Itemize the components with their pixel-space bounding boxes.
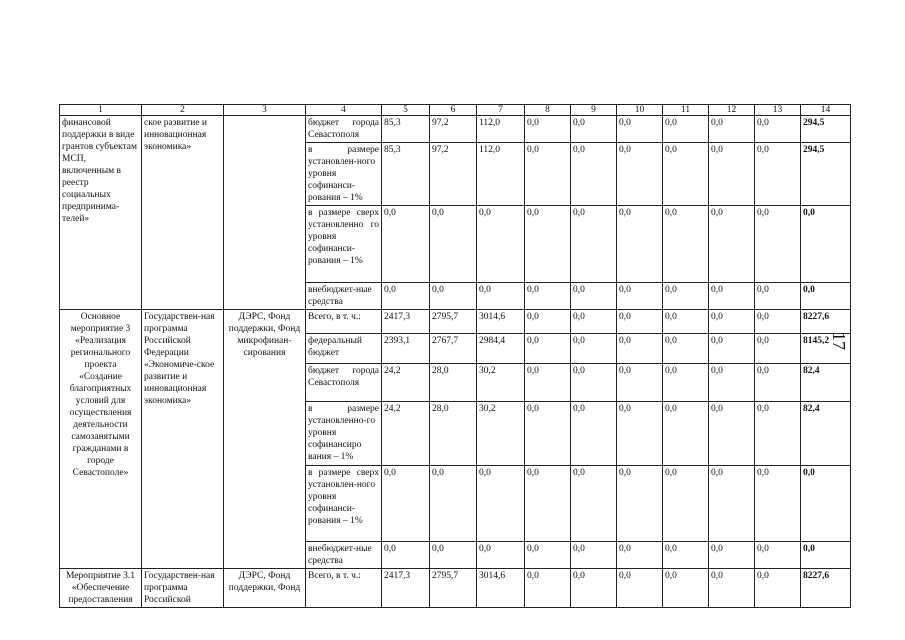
total-cell: 8227,6 [801, 569, 851, 608]
executor-cell: ДЭРС, Фонд поддержки, Фонд [224, 569, 306, 608]
value-cell: 0,0 [617, 542, 663, 569]
value-cell: 2795,7 [430, 310, 477, 334]
program-cell: Государствен-ная программа Российской Федерации «Экономиче-ское развитие и инновационная экономика» [142, 310, 224, 569]
value-cell: 28,0 [430, 402, 477, 466]
value-cell: 0,0 [755, 143, 801, 206]
value-cell: 0,0 [663, 116, 709, 143]
value-cell: 0,0 [382, 542, 430, 569]
source-label-cell: Всего, в т. ч.: [306, 569, 382, 608]
value-cell: 85,3 [382, 116, 430, 143]
source-label-cell: Всего, в т. ч.: [306, 310, 382, 334]
value-cell: 112,0 [477, 143, 525, 206]
source-label-cell: бюджет города Севастополя [306, 364, 382, 402]
value-cell: 0,0 [525, 143, 571, 206]
value-cell: 0,0 [525, 466, 571, 542]
value-cell: 0,0 [663, 402, 709, 466]
total-cell: 0,0 [801, 466, 851, 542]
value-cell: 0,0 [525, 206, 571, 283]
value-cell: 0,0 [525, 116, 571, 143]
value-cell: 0,0 [663, 283, 709, 310]
value-cell: 0,0 [709, 283, 755, 310]
value-cell: 0,0 [709, 542, 755, 569]
value-cell: 30,2 [477, 402, 525, 466]
total-cell: 8145,2 [801, 334, 851, 364]
value-cell: 0,0 [755, 402, 801, 466]
value-cell: 0,0 [709, 310, 755, 334]
value-cell: 0,0 [382, 206, 430, 283]
value-cell: 0,0 [571, 334, 617, 364]
value-cell: 0,0 [709, 402, 755, 466]
value-cell: 0,0 [617, 334, 663, 364]
value-cell: 30,2 [477, 364, 525, 402]
value-cell: 0,0 [571, 116, 617, 143]
value-cell: 0,0 [525, 334, 571, 364]
value-cell: 0,0 [755, 569, 801, 608]
value-cell: 0,0 [617, 143, 663, 206]
value-cell: 0,0 [755, 334, 801, 364]
table-row [60, 310, 851, 334]
value-cell: 0,0 [525, 542, 571, 569]
value-cell: 2417,3 [382, 569, 430, 608]
value-cell: 0,0 [755, 283, 801, 310]
value-cell: 0,0 [617, 283, 663, 310]
value-cell: 0,0 [617, 364, 663, 402]
page-number: 17 [829, 332, 849, 350]
total-cell: 8227,6 [801, 310, 851, 334]
value-cell: 0,0 [382, 283, 430, 310]
program-cell: Государствен-ная программа Российской [142, 569, 224, 608]
header-cell: 7 [477, 105, 525, 116]
value-cell: 0,0 [755, 310, 801, 334]
total-cell: 294,5 [801, 143, 851, 206]
value-cell: 0,0 [755, 116, 801, 143]
value-cell: 0,0 [382, 466, 430, 542]
total-cell: 0,0 [801, 542, 851, 569]
value-cell: 97,2 [430, 116, 477, 143]
header-cell: 9 [571, 105, 617, 116]
value-cell: 0,0 [709, 143, 755, 206]
value-cell: 85,3 [382, 143, 430, 206]
header-cell: 14 [801, 105, 851, 116]
source-label-cell: бюджет города Севастополя [306, 116, 382, 143]
value-cell: 0,0 [477, 283, 525, 310]
value-cell: 0,0 [571, 143, 617, 206]
event-name-cell: Мероприятие 3.1 «Обеспечение предоставления [60, 569, 142, 608]
value-cell: 0,0 [571, 466, 617, 542]
total-cell: 294,5 [801, 116, 851, 143]
value-cell: 2417,3 [382, 310, 430, 334]
value-cell: 0,0 [571, 206, 617, 283]
value-cell: 0,0 [663, 466, 709, 542]
value-cell: 0,0 [709, 206, 755, 283]
value-cell: 0,0 [755, 466, 801, 542]
value-cell: 2795,7 [430, 569, 477, 608]
source-label-cell: в размере сверх установлен-ного уровня софинанси-рования – 1% [306, 466, 382, 542]
header-cell: 2 [142, 105, 224, 116]
header-cell: 6 [430, 105, 477, 116]
header-cell: 8 [525, 105, 571, 116]
value-cell: 0,0 [571, 364, 617, 402]
source-label-cell: в размере установлен-ного уровня софинанси-рования – 1% [306, 143, 382, 206]
value-cell: 0,0 [525, 310, 571, 334]
value-cell: 0,0 [709, 116, 755, 143]
value-cell: 0,0 [663, 569, 709, 608]
header-cell: 11 [663, 105, 709, 116]
value-cell: 0,0 [430, 466, 477, 542]
source-label-cell: внебюджет-ные средства [306, 283, 382, 310]
value-cell: 0,0 [571, 542, 617, 569]
value-cell: 0,0 [663, 206, 709, 283]
value-cell: 0,0 [755, 364, 801, 402]
value-cell: 0,0 [525, 364, 571, 402]
value-cell: 0,0 [430, 542, 477, 569]
value-cell: 0,0 [617, 466, 663, 542]
value-cell: 0,0 [709, 364, 755, 402]
value-cell: 0,0 [709, 466, 755, 542]
event-name-cell: Основное мероприятие 3 «Реализация регионального проекта «Создание благоприятных условий для осуществления деятельности самозанятыми гражданами в городе Севастополе» [60, 310, 142, 569]
header-cell: 3 [224, 105, 306, 116]
value-cell: 0,0 [477, 542, 525, 569]
executor-cell: ДЭРС, Фонд поддержки, Фонд микрофинан-сирования [224, 310, 306, 569]
source-label-cell: федеральный бюджет [306, 334, 382, 364]
value-cell: 0,0 [571, 569, 617, 608]
value-cell: 2767,7 [430, 334, 477, 364]
header-cell: 5 [382, 105, 430, 116]
value-cell: 0,0 [525, 283, 571, 310]
program-cell: ское развитие и инновационная экономика» [142, 116, 224, 310]
value-cell: 0,0 [617, 402, 663, 466]
budget-table [59, 104, 851, 608]
value-cell: 0,0 [430, 206, 477, 283]
value-cell: 0,0 [430, 283, 477, 310]
value-cell: 0,0 [663, 364, 709, 402]
total-cell: 82,4 [801, 402, 851, 466]
header-cell: 10 [617, 105, 663, 116]
value-cell: 0,0 [571, 402, 617, 466]
source-label-cell: внебюджет-ные средства [306, 542, 382, 569]
value-cell: 0,0 [617, 116, 663, 143]
value-cell: 2984,4 [477, 334, 525, 364]
header-cell: 13 [755, 105, 801, 116]
value-cell: 0,0 [663, 542, 709, 569]
value-cell: 0,0 [709, 334, 755, 364]
table-row [60, 116, 851, 143]
value-cell: 24,2 [382, 364, 430, 402]
value-cell: 0,0 [571, 310, 617, 334]
value-cell: 3014,6 [477, 310, 525, 334]
value-cell: 0,0 [525, 569, 571, 608]
header-cell: 4 [306, 105, 382, 116]
value-cell: 97,2 [430, 143, 477, 206]
value-cell: 0,0 [709, 569, 755, 608]
value-cell: 28,0 [430, 364, 477, 402]
header-row [60, 105, 851, 116]
total-cell: 0,0 [801, 206, 851, 283]
value-cell: 0,0 [617, 206, 663, 283]
value-cell: 0,0 [477, 206, 525, 283]
executor-cell [224, 116, 306, 310]
total-cell: 0,0 [801, 283, 851, 310]
value-cell: 0,0 [525, 402, 571, 466]
source-label-cell: в размере сверх установленно го уровня софинанси-рования – 1% [306, 206, 382, 283]
value-cell: 24,2 [382, 402, 430, 466]
value-cell: 0,0 [477, 466, 525, 542]
total-cell: 82,4 [801, 364, 851, 402]
source-label-cell: в размере установленно-го уровня софинансиро вания – 1% [306, 402, 382, 466]
event-name-cell: финансовой поддержки в виде грантов субъектам МСП, включенным в реестр социальных предпринима-телей» [60, 116, 142, 310]
value-cell: 0,0 [663, 143, 709, 206]
header-cell: 12 [709, 105, 755, 116]
value-cell: 3014,6 [477, 569, 525, 608]
table-row [60, 569, 851, 608]
value-cell: 0,0 [663, 334, 709, 364]
value-cell: 0,0 [617, 310, 663, 334]
value-cell: 2393,1 [382, 334, 430, 364]
value-cell: 0,0 [663, 310, 709, 334]
value-cell: 112,0 [477, 116, 525, 143]
value-cell: 0,0 [755, 206, 801, 283]
header-cell: 1 [60, 105, 142, 116]
value-cell: 0,0 [617, 569, 663, 608]
value-cell: 0,0 [755, 542, 801, 569]
value-cell: 0,0 [571, 283, 617, 310]
